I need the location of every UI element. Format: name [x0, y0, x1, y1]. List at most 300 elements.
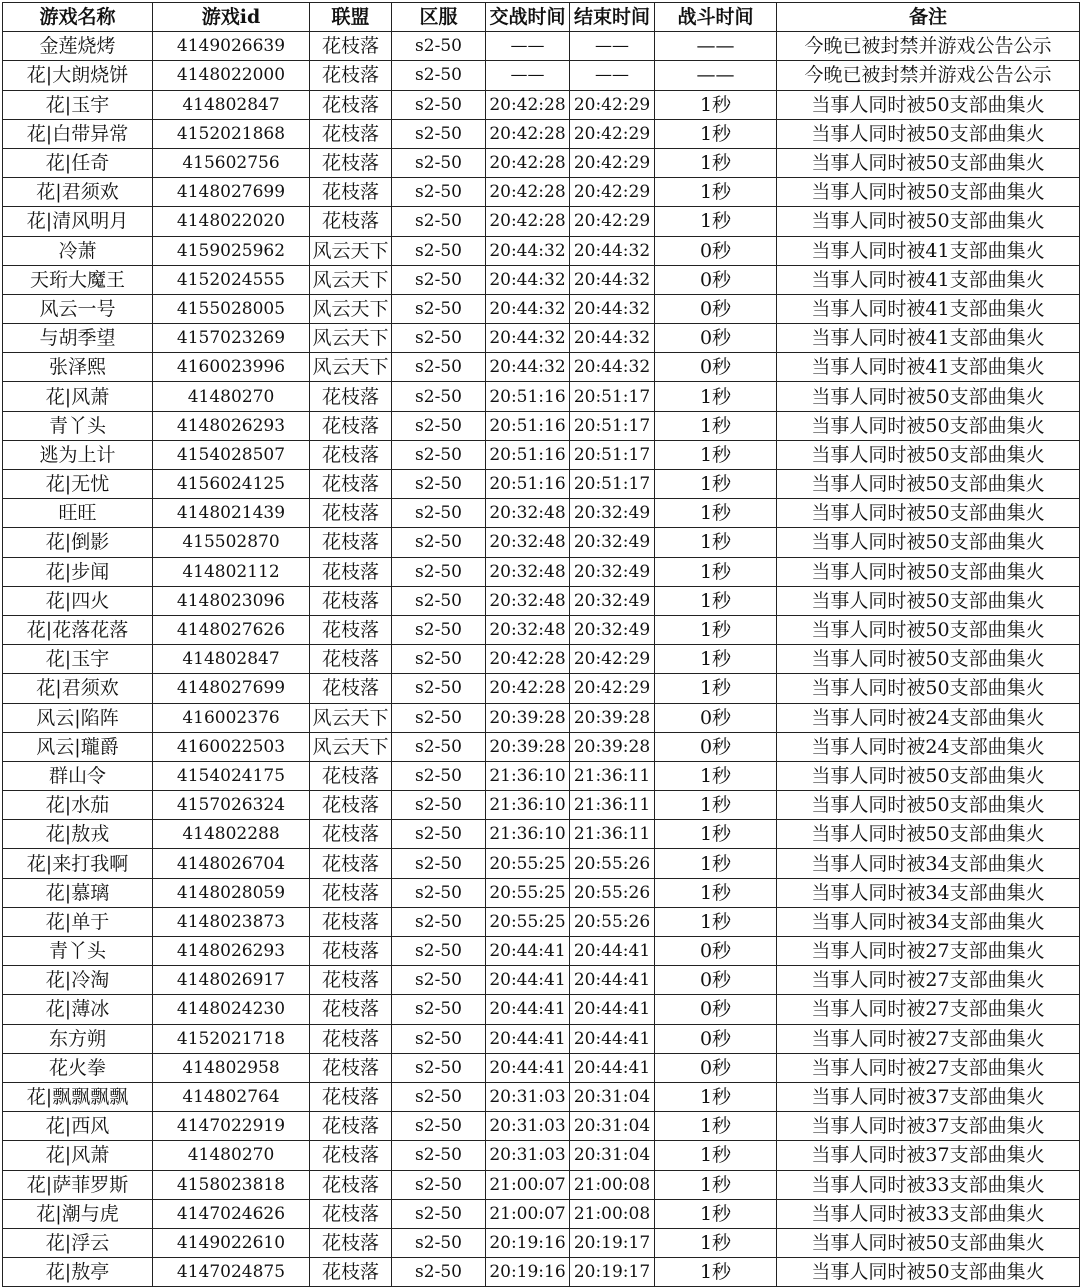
- header-cell: 游戏名称: [3, 3, 153, 32]
- game-id-cell: 4155028005: [153, 294, 310, 323]
- duration-cell: 1秒: [655, 878, 777, 907]
- end-time-cell: 20:42:29: [570, 178, 655, 207]
- end-time-cell: 20:51:17: [570, 411, 655, 440]
- table-row: [3, 1228, 1080, 1257]
- note-cell: 当事人同时被50支部曲集火: [777, 207, 1080, 236]
- alliance-cell: 花枝落: [310, 499, 392, 528]
- game-id-cell: 4148022020: [153, 207, 310, 236]
- game-id-cell: 4157026324: [153, 791, 310, 820]
- start-time-cell: 20:51:16: [486, 440, 570, 469]
- header-cell: 交战时间: [486, 3, 570, 32]
- alliance-cell: 花枝落: [310, 61, 392, 90]
- duration-cell: 1秒: [655, 1170, 777, 1199]
- start-time-cell: ——: [486, 32, 570, 61]
- end-time-cell: 20:44:32: [570, 353, 655, 382]
- duration-cell: 1秒: [655, 820, 777, 849]
- duration-cell: 1秒: [655, 1141, 777, 1170]
- duration-cell: 0秒: [655, 732, 777, 761]
- game-id-cell: 414802288: [153, 820, 310, 849]
- alliance-cell: 花枝落: [310, 1082, 392, 1111]
- game-name-cell: 花|西风: [3, 1112, 153, 1141]
- end-time-cell: 20:44:41: [570, 1053, 655, 1082]
- game-id-cell: 4152024555: [153, 265, 310, 294]
- note-cell: 当事人同时被34支部曲集火: [777, 849, 1080, 878]
- duration-cell: 1秒: [655, 119, 777, 148]
- game-name-cell: 花|玉宇: [3, 90, 153, 119]
- game-id-cell: 4152021718: [153, 1024, 310, 1053]
- note-cell: 当事人同时被50支部曲集火: [777, 178, 1080, 207]
- server-cell: s2-50: [392, 1228, 486, 1257]
- end-time-cell: 20:39:28: [570, 703, 655, 732]
- alliance-cell: 花枝落: [310, 1228, 392, 1257]
- header-cell: 区服: [392, 3, 486, 32]
- header-row: [3, 3, 1080, 32]
- server-cell: s2-50: [392, 761, 486, 790]
- start-time-cell: 20:44:41: [486, 937, 570, 966]
- table-row: [3, 937, 1080, 966]
- duration-cell: 1秒: [655, 849, 777, 878]
- header-cell: 备注: [777, 3, 1080, 32]
- end-time-cell: 21:00:08: [570, 1199, 655, 1228]
- alliance-cell: 花枝落: [310, 1024, 392, 1053]
- duration-cell: 1秒: [655, 499, 777, 528]
- table-row: [3, 1112, 1080, 1141]
- duration-cell: 0秒: [655, 294, 777, 323]
- table-row: [3, 32, 1080, 61]
- duration-cell: 0秒: [655, 937, 777, 966]
- end-time-cell: 20:31:04: [570, 1112, 655, 1141]
- start-time-cell: ——: [486, 61, 570, 90]
- table-row: [3, 615, 1080, 644]
- note-cell: 当事人同时被50支部曲集火: [777, 90, 1080, 119]
- start-time-cell: 20:44:41: [486, 966, 570, 995]
- alliance-cell: 花枝落: [310, 148, 392, 177]
- duration-cell: 1秒: [655, 586, 777, 615]
- end-time-cell: 21:36:11: [570, 791, 655, 820]
- note-cell: 当事人同时被50支部曲集火: [777, 791, 1080, 820]
- game-name-cell: 花|大朗烧饼: [3, 61, 153, 90]
- game-name-cell: 花|风萧: [3, 382, 153, 411]
- game-name-cell: 花|君须欢: [3, 674, 153, 703]
- start-time-cell: 20:32:48: [486, 528, 570, 557]
- duration-cell: 0秒: [655, 703, 777, 732]
- server-cell: s2-50: [392, 937, 486, 966]
- end-time-cell: 20:32:49: [570, 615, 655, 644]
- game-id-cell: 4147024626: [153, 1199, 310, 1228]
- end-time-cell: 20:39:28: [570, 732, 655, 761]
- game-id-cell: 414802112: [153, 557, 310, 586]
- table-row: [3, 148, 1080, 177]
- game-name-cell: 风云|瓏爵: [3, 732, 153, 761]
- alliance-cell: 花枝落: [310, 1112, 392, 1141]
- alliance-cell: 花枝落: [310, 411, 392, 440]
- game-name-cell: 花|薄冰: [3, 995, 153, 1024]
- server-cell: s2-50: [392, 265, 486, 294]
- game-name-cell: 风云|陷阵: [3, 703, 153, 732]
- start-time-cell: 20:42:28: [486, 674, 570, 703]
- alliance-cell: 花枝落: [310, 440, 392, 469]
- end-time-cell: 20:55:26: [570, 907, 655, 936]
- table-row: [3, 353, 1080, 382]
- server-cell: s2-50: [392, 528, 486, 557]
- server-cell: s2-50: [392, 236, 486, 265]
- end-time-cell: 21:36:11: [570, 820, 655, 849]
- server-cell: s2-50: [392, 586, 486, 615]
- game-id-cell: 4160023996: [153, 353, 310, 382]
- note-cell: 当事人同时被24支部曲集火: [777, 703, 1080, 732]
- note-cell: 今晚已被封禁并游戏公告公示: [777, 61, 1080, 90]
- note-cell: 当事人同时被37支部曲集火: [777, 1141, 1080, 1170]
- duration-cell: ——: [655, 61, 777, 90]
- duration-cell: 1秒: [655, 382, 777, 411]
- alliance-cell: 花枝落: [310, 878, 392, 907]
- start-time-cell: 20:42:28: [486, 148, 570, 177]
- start-time-cell: 20:44:41: [486, 995, 570, 1024]
- alliance-cell: 花枝落: [310, 178, 392, 207]
- game-name-cell: 花|浮云: [3, 1228, 153, 1257]
- end-time-cell: 20:44:41: [570, 966, 655, 995]
- game-id-cell: 4148021439: [153, 499, 310, 528]
- table-row: [3, 1053, 1080, 1082]
- game-name-cell: 冷萧: [3, 236, 153, 265]
- server-cell: s2-50: [392, 61, 486, 90]
- game-id-cell: 4148027699: [153, 674, 310, 703]
- note-cell: 当事人同时被41支部曲集火: [777, 265, 1080, 294]
- duration-cell: 1秒: [655, 207, 777, 236]
- server-cell: s2-50: [392, 1170, 486, 1199]
- game-id-cell: 4158023818: [153, 1170, 310, 1199]
- server-cell: s2-50: [392, 645, 486, 674]
- end-time-cell: 20:44:41: [570, 995, 655, 1024]
- table-row: [3, 528, 1080, 557]
- server-cell: s2-50: [392, 148, 486, 177]
- duration-cell: 1秒: [655, 411, 777, 440]
- game-name-cell: 花|风萧: [3, 1141, 153, 1170]
- start-time-cell: 20:55:25: [486, 878, 570, 907]
- server-cell: s2-50: [392, 732, 486, 761]
- end-time-cell: 20:32:49: [570, 499, 655, 528]
- note-cell: 当事人同时被27支部曲集火: [777, 966, 1080, 995]
- start-time-cell: 20:44:41: [486, 1024, 570, 1053]
- game-name-cell: 群山令: [3, 761, 153, 790]
- game-id-cell: 416002376: [153, 703, 310, 732]
- game-name-cell: 青丫头: [3, 937, 153, 966]
- game-name-cell: 花|单于: [3, 907, 153, 936]
- start-time-cell: 20:19:16: [486, 1258, 570, 1287]
- game-id-cell: 4148024230: [153, 995, 310, 1024]
- game-name-cell: 花|潮与虎: [3, 1199, 153, 1228]
- start-time-cell: 20:39:28: [486, 732, 570, 761]
- duration-cell: 0秒: [655, 1053, 777, 1082]
- duration-cell: 1秒: [655, 440, 777, 469]
- start-time-cell: 21:36:10: [486, 820, 570, 849]
- note-cell: 当事人同时被50支部曲集火: [777, 148, 1080, 177]
- end-time-cell: 20:42:29: [570, 148, 655, 177]
- table-row: [3, 207, 1080, 236]
- table-row: [3, 236, 1080, 265]
- duration-cell: 1秒: [655, 615, 777, 644]
- table-row: [3, 440, 1080, 469]
- alliance-cell: 花枝落: [310, 586, 392, 615]
- alliance-cell: 花枝落: [310, 820, 392, 849]
- game-name-cell: 花|倒影: [3, 528, 153, 557]
- start-time-cell: 21:00:07: [486, 1170, 570, 1199]
- duration-cell: 1秒: [655, 761, 777, 790]
- table-row: [3, 382, 1080, 411]
- start-time-cell: 21:36:10: [486, 791, 570, 820]
- server-cell: s2-50: [392, 1112, 486, 1141]
- header-cell: 结束时间: [570, 3, 655, 32]
- note-cell: 当事人同时被41支部曲集火: [777, 236, 1080, 265]
- alliance-cell: 风云天下: [310, 703, 392, 732]
- table-row: [3, 1258, 1080, 1287]
- note-cell: 当事人同时被27支部曲集火: [777, 1024, 1080, 1053]
- start-time-cell: 20:44:32: [486, 324, 570, 353]
- note-cell: 当事人同时被37支部曲集火: [777, 1112, 1080, 1141]
- duration-cell: 1秒: [655, 470, 777, 499]
- game-name-cell: 金莲烧烤: [3, 32, 153, 61]
- start-time-cell: 20:44:32: [486, 353, 570, 382]
- game-id-cell: 4147024875: [153, 1258, 310, 1287]
- server-cell: s2-50: [392, 470, 486, 499]
- game-name-cell: 逃为上计: [3, 440, 153, 469]
- alliance-cell: 花枝落: [310, 90, 392, 119]
- start-time-cell: 20:32:48: [486, 499, 570, 528]
- end-time-cell: 20:44:32: [570, 265, 655, 294]
- game-id-cell: 414802847: [153, 645, 310, 674]
- end-time-cell: 20:42:29: [570, 674, 655, 703]
- duration-cell: 1秒: [655, 907, 777, 936]
- start-time-cell: 20:44:32: [486, 294, 570, 323]
- end-time-cell: 20:19:17: [570, 1228, 655, 1257]
- note-cell: 当事人同时被27支部曲集火: [777, 995, 1080, 1024]
- game-name-cell: 花|白带异常: [3, 119, 153, 148]
- start-time-cell: 20:42:28: [486, 645, 570, 674]
- end-time-cell: 20:51:17: [570, 382, 655, 411]
- game-id-cell: 4148026293: [153, 411, 310, 440]
- table-row: [3, 470, 1080, 499]
- game-name-cell: 张泽熙: [3, 353, 153, 382]
- end-time-cell: 20:44:41: [570, 937, 655, 966]
- game-name-cell: 风云一号: [3, 294, 153, 323]
- game-name-cell: 东方朔: [3, 1024, 153, 1053]
- end-time-cell: 21:36:11: [570, 761, 655, 790]
- table-row: [3, 703, 1080, 732]
- duration-cell: 1秒: [655, 1258, 777, 1287]
- game-id-cell: 4148027699: [153, 178, 310, 207]
- alliance-cell: 花枝落: [310, 1258, 392, 1287]
- note-cell: 当事人同时被37支部曲集火: [777, 1082, 1080, 1111]
- note-cell: 当事人同时被50支部曲集火: [777, 411, 1080, 440]
- alliance-cell: 花枝落: [310, 907, 392, 936]
- end-time-cell: 20:31:04: [570, 1082, 655, 1111]
- table-row: [3, 61, 1080, 90]
- note-cell: 当事人同时被50支部曲集火: [777, 470, 1080, 499]
- game-id-cell: 415602756: [153, 148, 310, 177]
- server-cell: s2-50: [392, 791, 486, 820]
- alliance-cell: 花枝落: [310, 674, 392, 703]
- end-time-cell: 20:32:49: [570, 586, 655, 615]
- table-row: [3, 1170, 1080, 1199]
- game-id-cell: 4149022610: [153, 1228, 310, 1257]
- server-cell: s2-50: [392, 966, 486, 995]
- alliance-cell: 花枝落: [310, 849, 392, 878]
- table-row: [3, 820, 1080, 849]
- start-time-cell: 20:42:28: [486, 178, 570, 207]
- end-time-cell: ——: [570, 32, 655, 61]
- server-cell: s2-50: [392, 353, 486, 382]
- note-cell: 当事人同时被50支部曲集火: [777, 820, 1080, 849]
- server-cell: s2-50: [392, 907, 486, 936]
- end-time-cell: 20:51:17: [570, 470, 655, 499]
- server-cell: s2-50: [392, 499, 486, 528]
- duration-cell: 1秒: [655, 178, 777, 207]
- start-time-cell: 20:44:32: [486, 265, 570, 294]
- start-time-cell: 20:42:28: [486, 207, 570, 236]
- start-time-cell: 20:42:28: [486, 119, 570, 148]
- server-cell: s2-50: [392, 1258, 486, 1287]
- game-name-cell: 花|步闻: [3, 557, 153, 586]
- note-cell: 当事人同时被33支部曲集火: [777, 1170, 1080, 1199]
- header-cell: 游戏id: [153, 3, 310, 32]
- note-cell: 当事人同时被50支部曲集火: [777, 382, 1080, 411]
- game-name-cell: 花|玉宇: [3, 645, 153, 674]
- game-name-cell: 花|冷淘: [3, 966, 153, 995]
- alliance-cell: 风云天下: [310, 732, 392, 761]
- alliance-cell: 花枝落: [310, 32, 392, 61]
- note-cell: 当事人同时被50支部曲集火: [777, 645, 1080, 674]
- table-row: [3, 294, 1080, 323]
- note-cell: 当事人同时被50支部曲集火: [777, 499, 1080, 528]
- table-row: [3, 878, 1080, 907]
- start-time-cell: 20:44:41: [486, 1053, 570, 1082]
- server-cell: s2-50: [392, 324, 486, 353]
- table-row: [3, 586, 1080, 615]
- game-id-cell: 4147022919: [153, 1112, 310, 1141]
- server-cell: s2-50: [392, 878, 486, 907]
- game-id-cell: 4148023873: [153, 907, 310, 936]
- server-cell: s2-50: [392, 703, 486, 732]
- duration-cell: 1秒: [655, 1199, 777, 1228]
- table-row: [3, 849, 1080, 878]
- start-time-cell: 21:36:10: [486, 761, 570, 790]
- end-time-cell: 20:44:32: [570, 294, 655, 323]
- end-time-cell: 20:55:26: [570, 878, 655, 907]
- game-id-cell: 4148026917: [153, 966, 310, 995]
- server-cell: s2-50: [392, 178, 486, 207]
- game-id-cell: 414802764: [153, 1082, 310, 1111]
- server-cell: s2-50: [392, 440, 486, 469]
- start-time-cell: 20:32:48: [486, 615, 570, 644]
- server-cell: s2-50: [392, 207, 486, 236]
- alliance-cell: 风云天下: [310, 265, 392, 294]
- alliance-cell: 花枝落: [310, 528, 392, 557]
- game-name-cell: 花|萨菲罗斯: [3, 1170, 153, 1199]
- alliance-cell: 花枝落: [310, 207, 392, 236]
- server-cell: s2-50: [392, 1082, 486, 1111]
- note-cell: 当事人同时被50支部曲集火: [777, 1228, 1080, 1257]
- game-name-cell: 天珩大魔王: [3, 265, 153, 294]
- alliance-cell: 花枝落: [310, 937, 392, 966]
- alliance-cell: 花枝落: [310, 119, 392, 148]
- duration-cell: 0秒: [655, 265, 777, 294]
- start-time-cell: 20:31:03: [486, 1141, 570, 1170]
- note-cell: 当事人同时被41支部曲集火: [777, 294, 1080, 323]
- game-name-cell: 花|慕璃: [3, 878, 153, 907]
- duration-cell: 1秒: [655, 674, 777, 703]
- end-time-cell: 20:32:49: [570, 557, 655, 586]
- duration-cell: 0秒: [655, 995, 777, 1024]
- alliance-cell: 花枝落: [310, 1199, 392, 1228]
- duration-cell: 1秒: [655, 791, 777, 820]
- game-name-cell: 花火拳: [3, 1053, 153, 1082]
- game-name-cell: 花|水茄: [3, 791, 153, 820]
- server-cell: s2-50: [392, 382, 486, 411]
- end-time-cell: 20:32:49: [570, 528, 655, 557]
- table-row: [3, 732, 1080, 761]
- game-id-cell: 4157023269: [153, 324, 310, 353]
- note-cell: 当事人同时被50支部曲集火: [777, 440, 1080, 469]
- game-id-cell: 415502870: [153, 528, 310, 557]
- end-time-cell: 20:31:04: [570, 1141, 655, 1170]
- game-id-cell: 4154028507: [153, 440, 310, 469]
- server-cell: s2-50: [392, 90, 486, 119]
- end-time-cell: 20:55:26: [570, 849, 655, 878]
- game-id-cell: 4148023096: [153, 586, 310, 615]
- note-cell: 当事人同时被34支部曲集火: [777, 878, 1080, 907]
- table-row: [3, 966, 1080, 995]
- alliance-cell: 风云天下: [310, 236, 392, 265]
- server-cell: s2-50: [392, 557, 486, 586]
- end-time-cell: 20:42:29: [570, 119, 655, 148]
- start-time-cell: 21:00:07: [486, 1199, 570, 1228]
- alliance-cell: 花枝落: [310, 1141, 392, 1170]
- note-cell: 当事人同时被27支部曲集火: [777, 937, 1080, 966]
- game-id-cell: 414802847: [153, 90, 310, 119]
- duration-cell: 1秒: [655, 1112, 777, 1141]
- game-name-cell: 与胡季望: [3, 324, 153, 353]
- table-row: [3, 265, 1080, 294]
- alliance-cell: 花枝落: [310, 995, 392, 1024]
- game-id-cell: 4148022000: [153, 61, 310, 90]
- server-cell: s2-50: [392, 1199, 486, 1228]
- table-row: [3, 645, 1080, 674]
- note-cell: 当事人同时被50支部曲集火: [777, 1258, 1080, 1287]
- server-cell: s2-50: [392, 1024, 486, 1053]
- duration-cell: 1秒: [655, 148, 777, 177]
- start-time-cell: 20:32:48: [486, 557, 570, 586]
- note-cell: 当事人同时被50支部曲集火: [777, 761, 1080, 790]
- game-name-cell: 花|花落花落: [3, 615, 153, 644]
- server-cell: s2-50: [392, 820, 486, 849]
- alliance-cell: 花枝落: [310, 470, 392, 499]
- note-cell: 当事人同时被50支部曲集火: [777, 119, 1080, 148]
- end-time-cell: 21:00:08: [570, 1170, 655, 1199]
- end-time-cell: 20:44:32: [570, 324, 655, 353]
- table-row: [3, 499, 1080, 528]
- server-cell: s2-50: [392, 995, 486, 1024]
- start-time-cell: 20:51:16: [486, 411, 570, 440]
- game-name-cell: 花|敖亭: [3, 1258, 153, 1287]
- duration-cell: 1秒: [655, 1228, 777, 1257]
- game-name-cell: 花|君须欢: [3, 178, 153, 207]
- note-cell: 当事人同时被41支部曲集火: [777, 324, 1080, 353]
- header-cell: 战斗时间: [655, 3, 777, 32]
- table-row: [3, 1199, 1080, 1228]
- end-time-cell: ——: [570, 61, 655, 90]
- game-name-cell: 花|任奇: [3, 148, 153, 177]
- end-time-cell: 20:42:29: [570, 645, 655, 674]
